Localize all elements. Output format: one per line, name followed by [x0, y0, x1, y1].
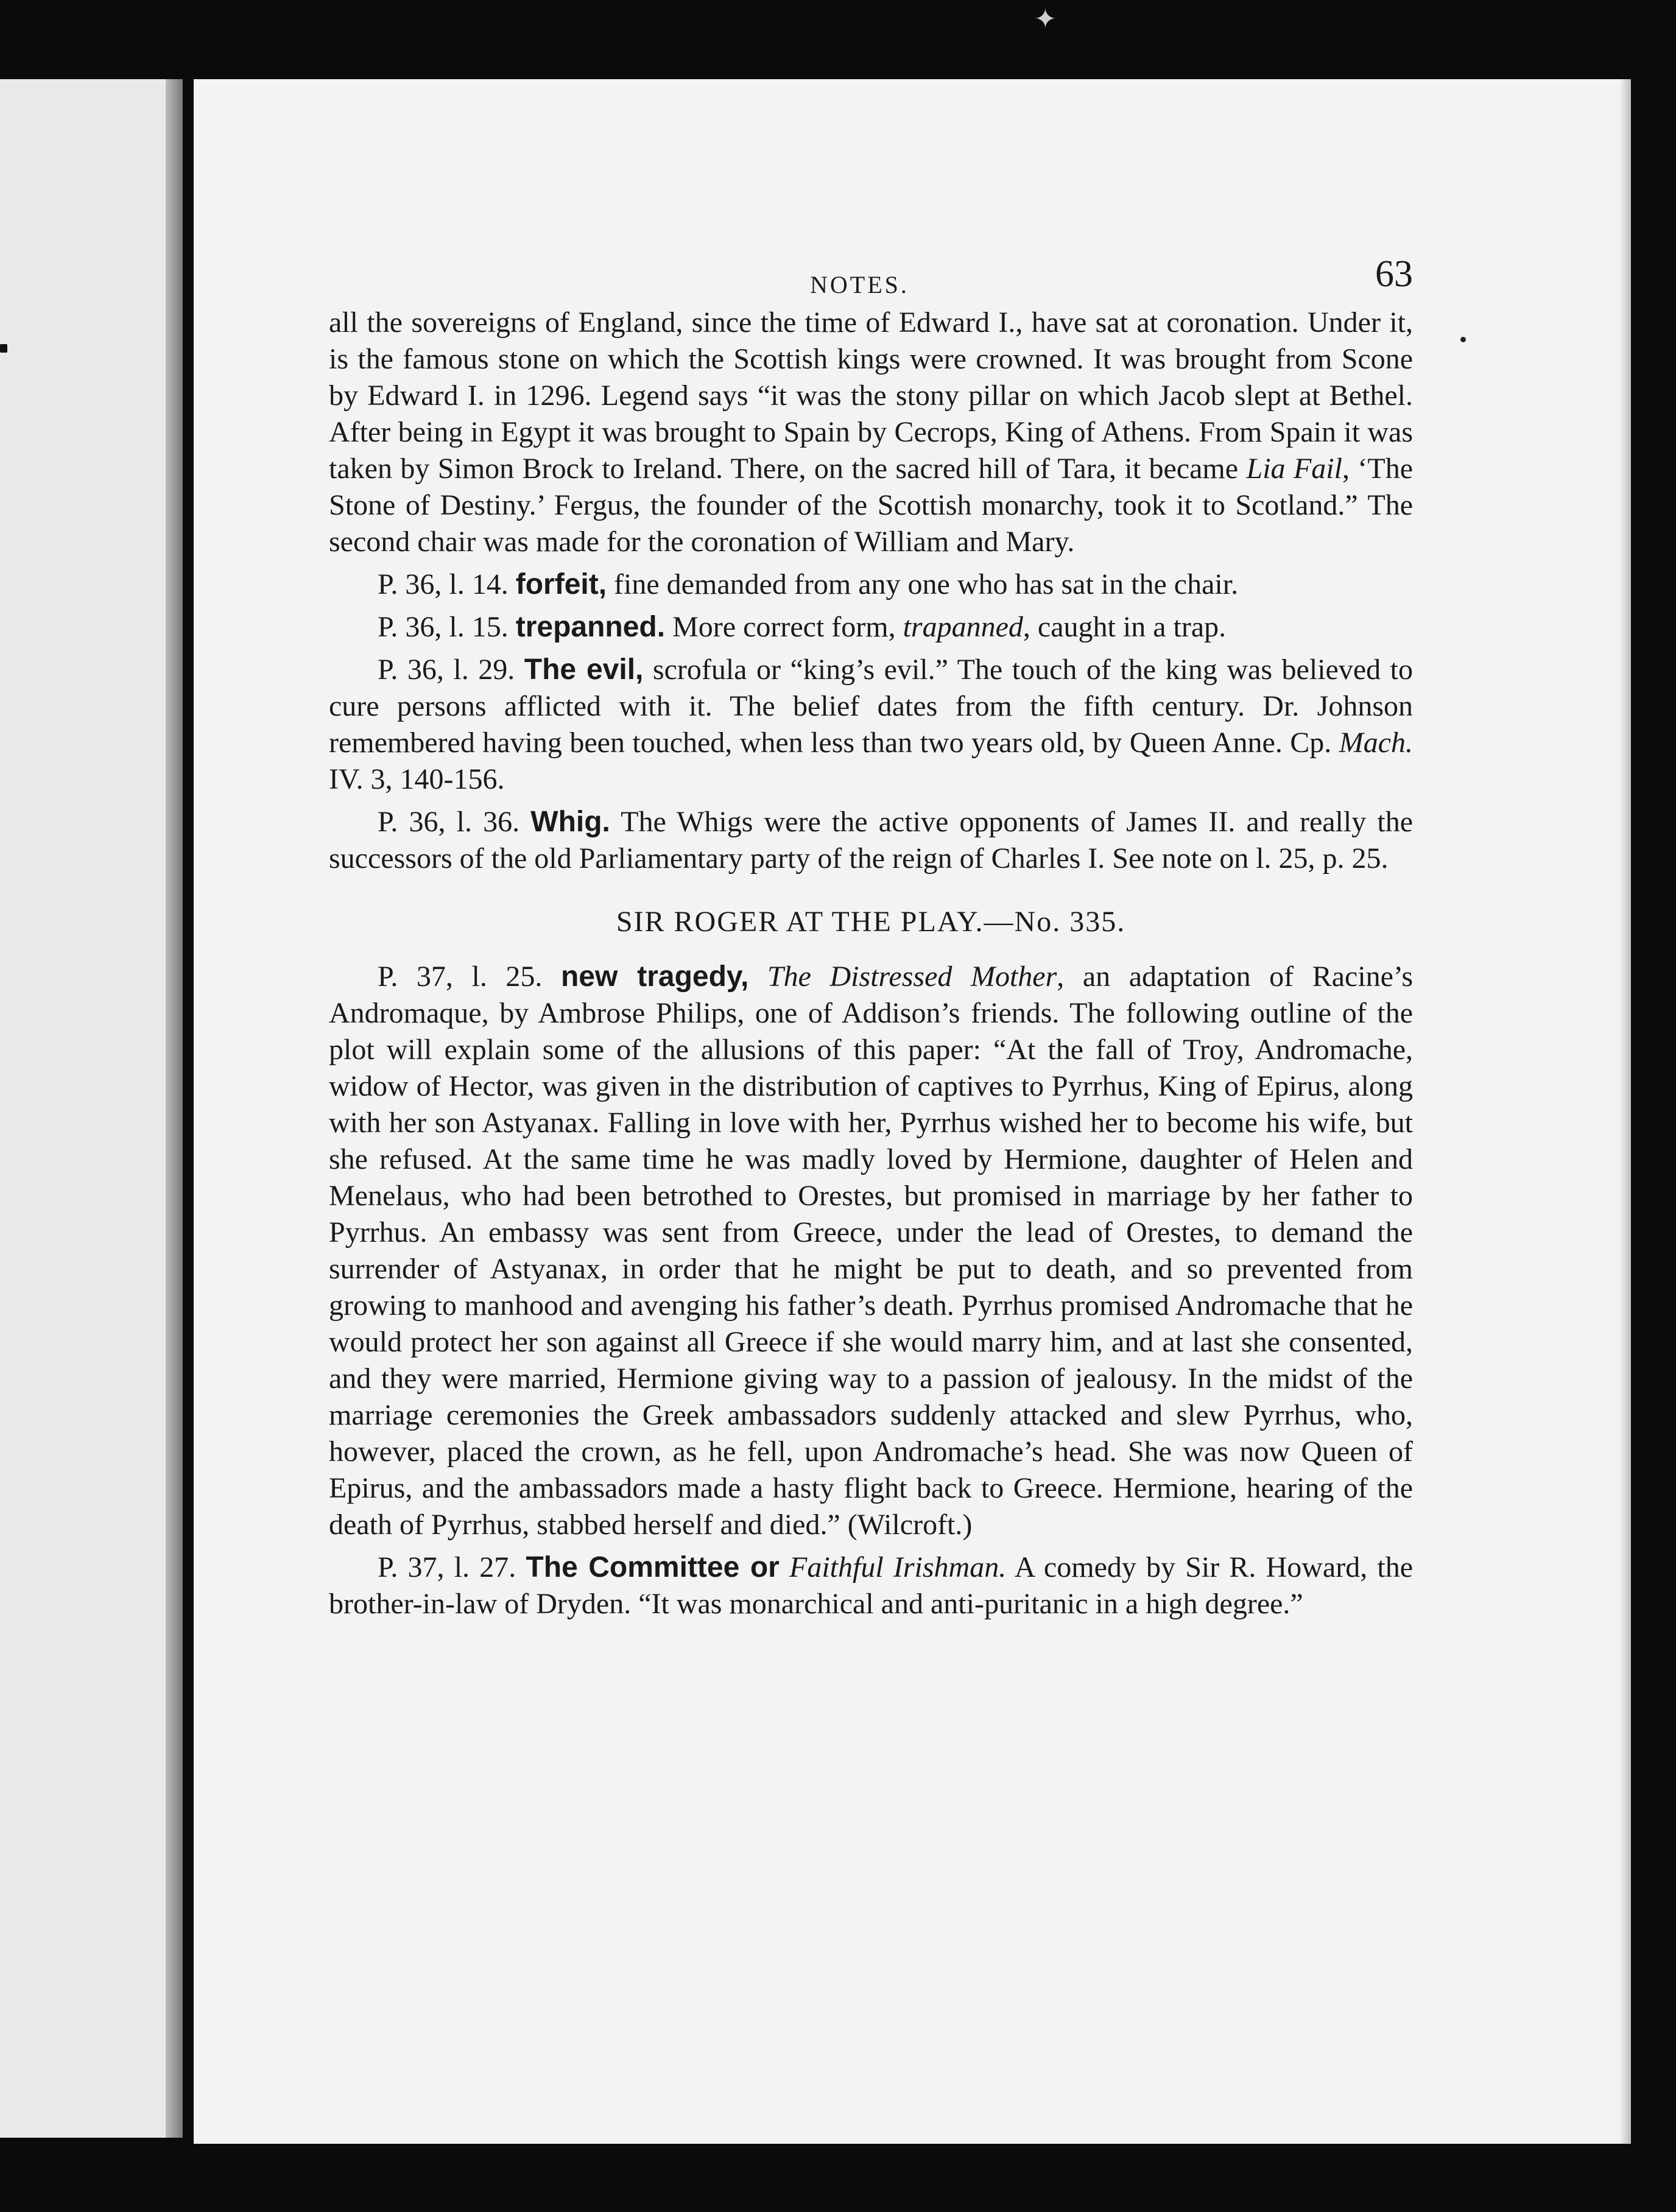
note-text: The Whigs were the active opponents of James II. and really the successors of the old Parliamentary party of the reign of Charles I. See note on l. 25, p. 25.: [329, 806, 1414, 875]
page-number: 63: [1375, 253, 1413, 295]
note-italic: Mach.: [1339, 727, 1413, 759]
paragraph-italic: Lia Fail: [1246, 453, 1342, 485]
note-italic: The Distressed Mother: [767, 960, 1057, 993]
margin-dot: [1460, 337, 1466, 342]
note-ref: P. 36, l. 29.: [378, 653, 515, 686]
scan-speck: ✦: [1034, 4, 1057, 34]
note-lemma: The Committee or: [526, 1551, 780, 1583]
page-gutter-shadow: [166, 79, 183, 2138]
note-ref: P. 36, l. 36.: [378, 806, 520, 838]
facing-page-edge: [0, 79, 183, 2138]
note-text: fine demanded from any one who has sat in the chair.: [614, 568, 1239, 601]
note-text: More correct form,: [672, 611, 896, 643]
note-whig: [329, 804, 1413, 877]
note-text: scrofula or “king’s evil.” The touch of the king was believed to cure persons afflicted with it. The belief dates from the fifth century. Dr. Johnson remembered having been touched, when less than two years old, by Queen Anne. Cp.: [329, 653, 1413, 759]
page-text-column: [329, 253, 1414, 1622]
continued-paragraph: [329, 305, 1413, 560]
note-ref: P. 36, l. 14.: [378, 568, 509, 601]
note-the-committee: [329, 1549, 1413, 1622]
margin-mark: [0, 344, 7, 353]
paragraph-text-after: , ‘The Stone of Destiny.’ Fergus, the founder of the Scottish monarchy, took it to Scotland.” The second chair was made for the coronation of William and Mary.: [329, 453, 1414, 558]
note-text-after: , caught in a trap.: [1023, 611, 1227, 643]
note-lemma: forfeit,: [515, 568, 607, 601]
note-text-after: IV. 3, 140-156.: [329, 763, 505, 795]
note-ref: P. 37, l. 25.: [378, 960, 543, 993]
note-forfeit: [329, 566, 1413, 603]
note-the-evil: [329, 652, 1413, 798]
note-new-tragedy: [329, 959, 1413, 1543]
note-lemma: The evil,: [524, 653, 644, 686]
note-text: , an adaptation of Racine’s Andromaque, by Ambrose Philips, one of Addison’s friends. The following outline of the plot will explain some of the allusions of this paper: “At the fall of Troy, Andromache, widow of Hector, was given in the distribution of captives to Pyrrhus, King of Epirus, along with her son Astyanax. Falling in love with her, Pyrrhus wished her to become his wife, but she refused. At the same time he was madly loved by Hermione, daughter of Helen and Menelaus, who had been betrothed to Orestes, but promised in marriage by her father to Pyrrhus. An embassy was sent from Greece, under the lead of Orestes, to demand the surrender of Astyanax, in order that he might be put to death, and so prevented from growing to manhood and avenging his father’s death. Pyrrhus promised Andromache that he would protect her son against all Greece if she would marry him, and at last she consented, and they were married, Hermione giving way to a passion of jealousy. In the midst of the marriage ceremonies the Greek ambassadors suddenly attacked and slew Pyrrhus, who, however, placed the crown, as he fell, upon Andromache’s head. She was now Queen of Epirus, and the ambassadors made a hasty flight back to Greece. Hermione, hearing of the death of Pyrrhus, stabbed herself and died.” (Wilcroft.): [329, 960, 1414, 1541]
running-title: NOTES.: [810, 271, 909, 298]
note-lemma: trepanned.: [515, 611, 666, 643]
note-lemma: new tragedy,: [560, 960, 749, 993]
note-italic: Faithful Irishman.: [789, 1551, 1007, 1583]
note-italic: trapanned: [903, 611, 1023, 643]
note-trepanned: [329, 609, 1413, 646]
page-edge-shadow: [1620, 79, 1631, 2144]
note-ref: P. 36, l. 15.: [378, 611, 509, 643]
paragraph-text: all the sovereigns of England, since the time of Edward I., have sat at coronation. Under it, is the famous stone on which the Scottish kings were crowned. It was brought from Scone by Edward I. in 1296. Legend says “it was the stony pillar on which Jacob slept at Bethel. After being in Egypt it was brought to Spain by Cecrops, King of Athens. From Spain it was taken by Simon Brock to Ireland. There, on the sacred hill of Tara, it became: [329, 306, 1413, 485]
note-lemma: Whig.: [530, 806, 610, 838]
running-head: [329, 253, 1413, 305]
note-text: A comedy by Sir R. Howard, the brother-in-law of Dryden. “It was monarchical and anti-puritanic in a high degree.”: [329, 1551, 1414, 1620]
section-heading: SIR ROGER AT THE PLAY.—No. 335.: [616, 906, 1126, 938]
note-ref: P. 37, l. 27.: [378, 1551, 516, 1583]
